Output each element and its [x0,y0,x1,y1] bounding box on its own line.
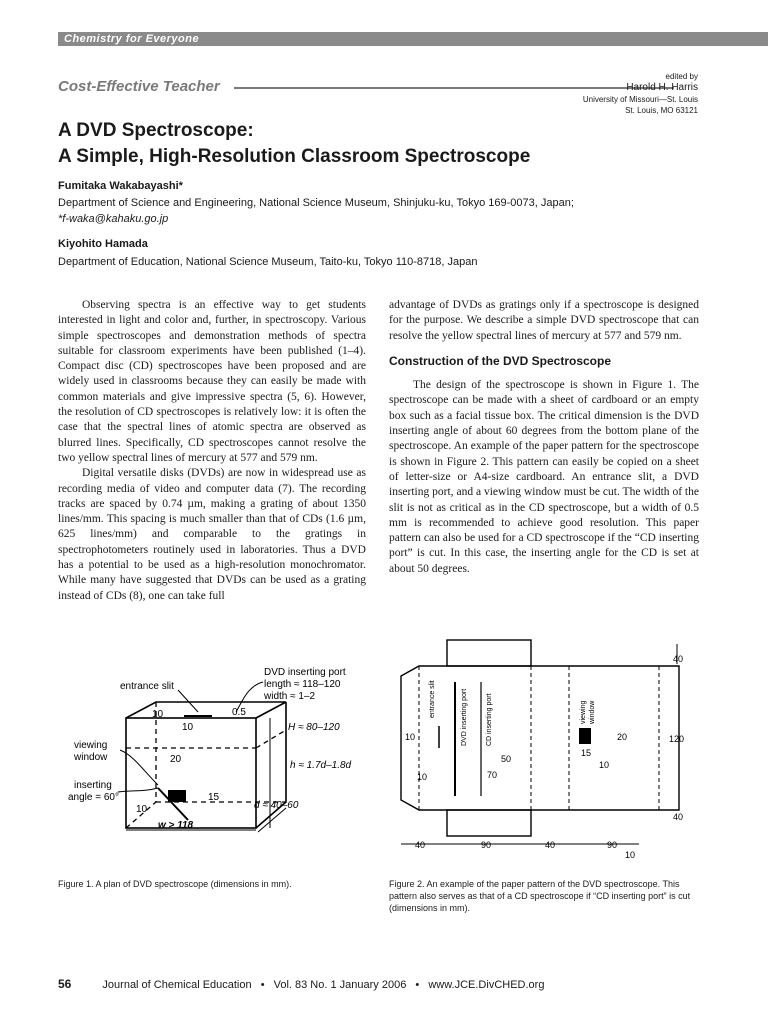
pattern-outline [401,666,679,810]
journal-volume: Vol. 83 No. 1 January 2006 [273,979,407,991]
top-flap [447,640,531,666]
viewing-window-cutout [579,728,591,744]
footer-bullet: • [260,979,265,991]
label-dvd-port-2: length ≈ 118–120 [264,679,341,690]
figure-2-caption: Figure 2. An example of the paper pattern of the DVD spectroscope. This pattern also serves as that of a CD spectroscope if “CD inserting port” is cut (dimensions in mm). [389,879,691,913]
label-top-40: 40 [673,654,684,664]
editor-name: Harold H. Harris [626,82,698,93]
label-10c: 10 [136,804,148,815]
label-inserting-1: inserting [74,780,112,791]
label-70: 70 [487,770,498,780]
label-20: 20 [170,754,182,765]
label-cd-port: CD inserting port [486,693,493,746]
edited-by: edited by [665,72,698,81]
page-number: 56 [58,977,72,991]
figure-1-caption: Figure 1. A plan of DVD spectroscope (dimensions in mm). [58,879,292,889]
label-entrance-slit: entrance slit [429,680,436,718]
right-column [389,298,699,577]
label-10c: 10 [599,760,610,770]
author-name-2: Kiyohito Hamada [58,238,148,250]
label-viewing-2: window [589,700,596,724]
left-column [58,298,366,604]
label-bottom-90a: 90 [481,840,492,850]
label-inserting-2: angle = 60° [68,792,119,803]
footer-bullet: • [415,979,420,991]
paragraph: Observing spectra is an effective way to get students interested in light and color and, further, in spectroscopy. Various simple spectroscopes and demonstration methods of spectra suitable for classroom experiments have been published (1–4). Compact disc (CD) spectroscopes have been proposed and are widely used in classrooms because they can easily be made with common materials and give impressive spectra (5, 6). However, the resolution of CD spectroscopes is relatively low: it is often the case that the spectral lines of atomic spectra are observed as blurred lines. Specifically, CD spectroscopes cannot resolve the two yellow spectral lines of mercury at 577 and 579 nm. [58,299,366,464]
label-bottom-10: 10 [625,850,636,860]
label-dvd-port-1: DVD inserting port [264,667,346,678]
label-bottom-40b: 40 [545,840,556,850]
label-15: 15 [581,748,592,758]
label-15: 15 [208,792,220,803]
label-w: w > 118 [158,820,194,831]
label-h: h ≈ 1.7d–1.8d [290,760,352,771]
label-10a: 10 [152,709,164,720]
journal-url[interactable]: www.JCE.DivCHED.org [428,979,545,991]
label-10a: 10 [405,732,416,742]
dim-d [258,808,286,832]
label-bottom-90b: 90 [607,840,618,850]
author-affiliation-2: Department of Education, National Science Museum, Taito-ku, Tokyo 110-8718, Japan [58,256,478,268]
author-name-1: Fumitaka Wakabayashi* [58,180,183,192]
title-line-1: A DVD Spectroscope: [58,120,254,141]
paragraph: The design of the spectroscope is shown in Figure 1. The spectroscope can be made with a sheet of cardboard or an empty box such as a facial tissue box. The critical dimension is the DVD inserting angle of about 60 degrees from the bottom plane of the spectroscope. An example of the paper pattern for the spectroscope is shown in Figure 2. This pattern can easily be copied on a sheet of letter-size or A4-size cardboard. An entrance slit, a DVD inserting port, and a viewing window must be cut. The width of the slit is not as critical as in the CD spectroscope, but a width of 0.5 mm is recommended to achieve good resolution. This paper pattern can also be used for a CD spectroscope if the “CD inserting port” is cut. In this case, the inserting angle for the CD is set at about 50 degrees. [389,379,699,575]
page-footer [58,977,544,991]
figure-2-diagram [389,636,707,862]
journal-name: Journal of Chemical Education [102,979,252,991]
editor-block [583,72,698,116]
label-dvd-port: DVD inserting port [461,688,468,746]
label-10b: 10 [417,772,428,782]
author-affiliation-1 [58,195,574,227]
figure-1-diagram [58,660,368,840]
editor-city: St. Louis, MO 63121 [625,106,698,115]
department-title: Cost-Effective Teacher [58,78,220,95]
bottom-flap [447,810,531,836]
paragraph: Digital versatile disks (DVDs) are now in widespread use as recording media of video and computer data (7). The recording tracks are spaced by 0.74 µm, making a grating of about 1350 lines/mm. This spacing is much smaller than that of CDs (1.6 µm, 625 lines/mm) and comparable to the gratings in spectrophotometers routinely used in laboratories. Thus a DVD has a potential to be used as a high-resolution monochromator. While many have suggested that DVDs can be used as a grating instead of CDs (8), one can take full [58,467,366,602]
label-right-40: 40 [673,812,684,822]
label-bottom-40a: 40 [415,840,426,850]
affiliation-text-1: Department of Science and Engineering, National Science Museum, Shinjuku-ku, Tokyo 169-0073, Japan; [58,197,574,209]
label-right-120: 120 [669,734,685,744]
section-banner [58,32,768,46]
label-entrance-slit: entrance slit [120,681,174,692]
section-heading: Construction of the DVD Spectroscope [389,353,612,368]
title-line-2: A Simple, High-Resolution Classroom Spectroscope [58,146,531,167]
hidden-dvd-line-right [256,730,286,748]
label-viewing-2: window [74,752,108,763]
label-50: 50 [501,754,512,764]
article-title [58,118,530,170]
paragraph: advantage of DVDs as gratings only if a spectroscope is designed for the purpose. We describe a simple DVD spectroscope that can resolve the yellow spectral lines of mercury at 577 and 579 nm. [389,299,699,342]
label-20: 20 [617,732,628,742]
label-10b: 10 [182,722,194,733]
label-d: d ≈ 40–60 [254,800,299,811]
viewing-window [168,790,186,802]
label-H: H ≈ 80–120 [288,722,340,733]
label-dvd-port-3: width ≈ 1–2 [264,691,316,702]
label-viewing-1: viewing [580,700,587,724]
leader-slit [178,690,198,712]
label-0-5: 0.5 [232,707,246,718]
leader-angle [118,788,158,792]
editor-affiliation: University of Missouri—St. Louis [582,95,698,104]
label-viewing-1: viewing [74,740,108,751]
banner-text: Chemistry for Everyone [64,33,200,45]
author-email[interactable]: *f-waka@kahaku.go.jp [58,213,169,225]
